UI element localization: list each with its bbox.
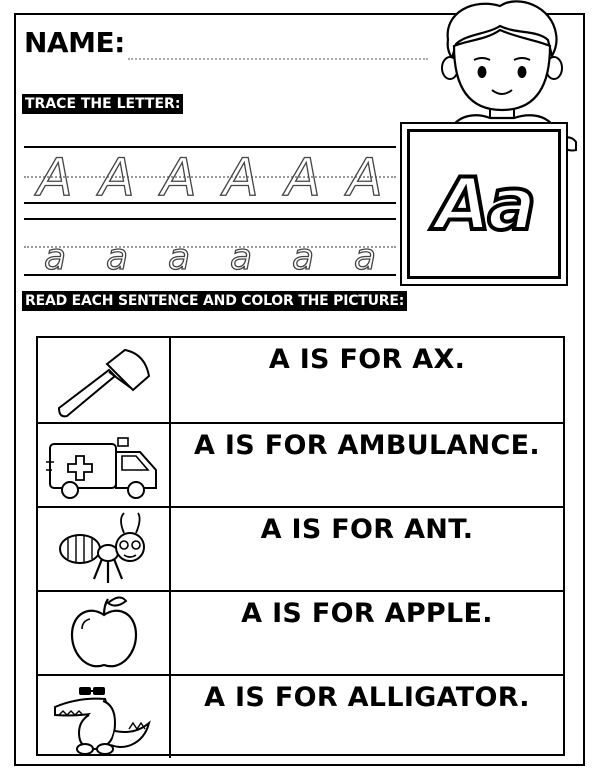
sentence-text: A IS FOR APPLE. (241, 598, 493, 629)
trace-glyph-A: A (99, 148, 135, 208)
picture-cell[interactable] (38, 508, 171, 590)
ant-icon (54, 509, 154, 589)
ax-icon (49, 342, 159, 418)
table-row (38, 506, 563, 590)
trace-glyph-A: A (37, 148, 73, 208)
sentence-text: A IS FOR ALLIGATOR. (204, 682, 530, 713)
letter-card (400, 122, 568, 286)
picture-cell[interactable] (38, 424, 171, 506)
trace-glyph-a: a (43, 237, 67, 278)
sentence-text: A IS FOR AMBULANCE. (194, 430, 540, 461)
trace-glyph-a: a (105, 237, 129, 278)
picture-cell[interactable] (38, 338, 171, 422)
uppercase-glyphs (24, 148, 396, 208)
trace-glyph-a: a (291, 237, 315, 278)
table-row (38, 674, 563, 758)
trace-glyph-A: A (347, 148, 383, 208)
read-banner: READ EACH SENTENCE AND COLOR THE PICTURE: (22, 291, 407, 311)
lowercase-glyphs (24, 237, 396, 278)
trace-glyph-a: a (167, 237, 191, 278)
apple-icon (64, 593, 144, 673)
trace-glyph-a: a (353, 237, 377, 278)
picture-cell[interactable] (38, 592, 171, 674)
table-row (38, 590, 563, 674)
top-rule (24, 146, 396, 148)
picture-cell[interactable] (38, 676, 171, 758)
letter-card-inner (407, 129, 561, 279)
trace-glyph-A: A (285, 148, 321, 208)
trace-glyph-A: A (223, 148, 259, 208)
top-rule (24, 218, 396, 220)
trace-glyph-A: A (161, 148, 197, 208)
table-row (38, 422, 563, 506)
name-label: NAME: (24, 26, 125, 59)
alligator-icon (49, 677, 159, 757)
trace-banner: TRACE THE LETTER: (22, 94, 183, 114)
table-row (38, 338, 563, 422)
name-write-line[interactable] (128, 58, 428, 60)
trace-glyph-a: a (229, 237, 253, 278)
sentence-text: A IS FOR AX. (268, 344, 466, 375)
sentence-text: A IS FOR ANT. (260, 514, 474, 545)
ambulance-icon (46, 426, 162, 504)
letter-card-text: Aa (434, 162, 534, 246)
sentence-table (36, 336, 565, 756)
